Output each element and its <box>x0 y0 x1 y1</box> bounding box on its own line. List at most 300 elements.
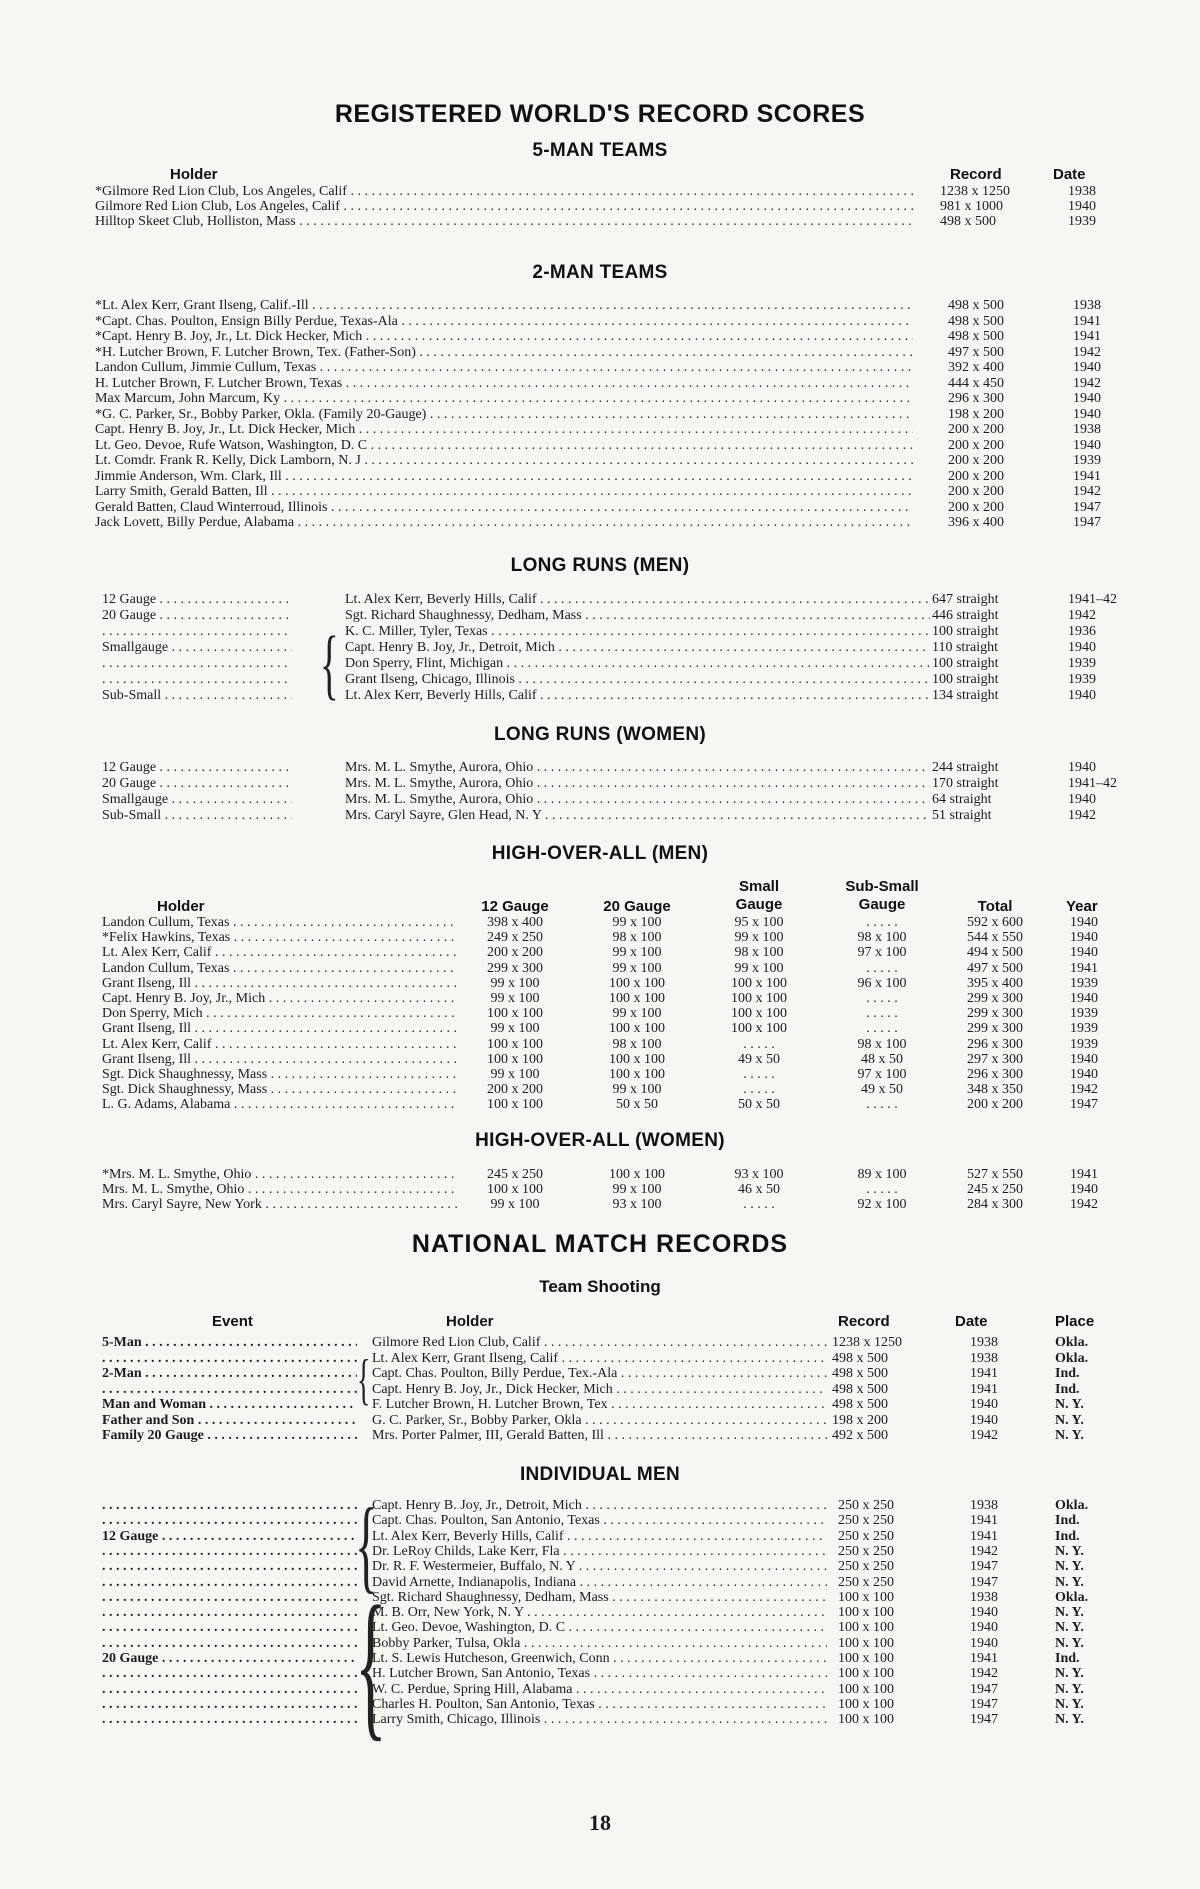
two-man-brace: { <box>357 1349 371 1411</box>
subsmall-cell: . . . . . <box>866 1021 898 1037</box>
table-row <box>0 608 1200 623</box>
gauge20-cell: 99 x 100 <box>612 915 662 930</box>
year-cell: 1940 <box>1068 760 1096 775</box>
record-cell: 200 x 200 <box>948 484 1004 499</box>
holder-cell: Lt. Alex Kerr, Beverly Hills, Calif . . . <box>345 592 930 607</box>
place-cell: Ind. <box>1055 1651 1080 1666</box>
record-cell: 110 straight <box>932 640 998 655</box>
record-cell: 200 x 200 <box>948 468 1004 484</box>
date-cell: 1940 <box>1068 199 1096 214</box>
year-cell: 1940 <box>1068 792 1096 807</box>
place-cell: N. Y. <box>1055 1666 1084 1682</box>
subsmall-cell: . . . . . <box>866 1182 898 1197</box>
year-cell: 1940 <box>1070 1067 1098 1082</box>
gauge20-cell: 99 x 100 <box>612 945 662 961</box>
year-cell: 1940 <box>1070 1182 1098 1197</box>
year-cell: 1939 <box>1068 672 1096 687</box>
event-cell <box>102 1544 357 1559</box>
page-title: REGISTERED WORLD'S RECORD SCORES <box>334 100 866 128</box>
holder-cell: Mrs. Caryl Sayre, New York . . . <box>102 1197 457 1212</box>
holder-cell: Landon Cullum, Jimmie Cullum, Texas . . . <box>95 360 913 375</box>
holder-cell: Grant Ilseng, Ill . . . <box>102 1021 457 1036</box>
event-cell: Man and Woman . . . <box>102 1397 357 1412</box>
year-cell: 1941 <box>1070 960 1098 976</box>
date-cell: 1942 <box>1073 344 1101 360</box>
event-cell <box>102 1620 357 1635</box>
holder-cell: Lt. Geo. Devoe, Washington, D. C . . . <box>372 1620 827 1635</box>
holder-cell: *Capt. Henry B. Joy, Jr., Lt. Dick Hecker, Mich . . . <box>95 329 913 344</box>
subsmall-cell: . . . . . <box>866 1006 898 1022</box>
holder-cell: Gerald Batten, Claud Winterroud, Illinois . . . <box>95 500 913 515</box>
subsmall-cell: . . . . . <box>866 1097 898 1113</box>
subsmall-cell: . . . . . <box>866 915 898 930</box>
date-cell: 1938 <box>1073 422 1101 437</box>
table-row <box>0 1620 1200 1635</box>
date-cell: 1941 <box>1073 313 1101 329</box>
date-cell: 1941 <box>1073 468 1101 484</box>
record-cell: 200 x 200 <box>948 437 1004 453</box>
record-cell: 498 x 500 <box>832 1381 888 1397</box>
small-cell: 100 x 100 <box>731 1021 787 1037</box>
place-cell: N. Y. <box>1055 1635 1084 1651</box>
small-cell: . . . . . <box>743 1036 775 1052</box>
event-cell <box>102 1712 357 1727</box>
date-cell: 1947 <box>970 1559 998 1575</box>
twenty-gauge-brace: { <box>355 1572 387 1755</box>
holder-cell: Capt. Henry B. Joy, Jr., Dick Hecker, Mich . . . <box>372 1382 827 1397</box>
record-cell: 100 x 100 <box>838 1605 894 1621</box>
total-cell: 299 x 300 <box>967 1021 1023 1037</box>
holder-cell: Sgt. Dick Shaughnessy, Mass . . . <box>102 1067 457 1082</box>
hoa-header-year: Year <box>1066 898 1098 915</box>
gauge-cell <box>102 672 292 687</box>
year-cell: 1941 <box>1070 1167 1098 1182</box>
record-cell: 250 x 250 <box>838 1528 894 1544</box>
record-cell: 498 x 500 <box>832 1366 888 1381</box>
year-cell: 1940 <box>1070 945 1098 961</box>
gauge12-cell: 100 x 100 <box>487 1051 543 1067</box>
small-cell: 95 x 100 <box>734 915 784 930</box>
hoa-women-heading: HIGH-OVER-ALL (WOMEN) <box>475 1130 725 1151</box>
date-cell: 1940 <box>1073 360 1101 375</box>
table-row <box>0 484 1200 499</box>
date-cell: 1947 <box>1073 515 1101 530</box>
date-cell: 1938 <box>1073 298 1101 313</box>
table-row <box>0 1559 1200 1574</box>
holder-cell: Lt. Alex Kerr, Grant Ilseng, Calif . . . <box>372 1351 827 1366</box>
date-cell: 1941 <box>970 1528 998 1544</box>
holder-cell: Sgt. Richard Shaughnessy, Dedham, Mass . . . <box>372 1590 827 1605</box>
hoa-header-total: Total <box>977 898 1013 915</box>
date-cell: 1940 <box>1073 391 1101 406</box>
two-man-heading: 2-MAN TEAMS <box>532 262 668 283</box>
smallgauge-brace: { <box>320 620 339 707</box>
holder-cell: *Felix Hawkins, Texas . . . <box>102 930 457 945</box>
table-row <box>0 1182 1200 1197</box>
holder-cell: *Gilmore Red Lion Club, Los Angeles, Calif . . . <box>95 184 913 199</box>
table-row <box>0 1021 1200 1036</box>
total-cell: 395 x 400 <box>967 975 1023 991</box>
year-cell: 1939 <box>1070 1021 1098 1037</box>
table-row <box>0 469 1200 484</box>
holder-cell: Grant Ilseng, Ill . . . <box>102 1052 457 1067</box>
gauge20-cell: 100 x 100 <box>609 1051 665 1067</box>
page-number: 18 <box>589 1810 611 1835</box>
year-cell: 1941–42 <box>1068 776 1117 791</box>
record-cell: 446 straight <box>932 608 999 623</box>
event-cell <box>102 1697 357 1712</box>
record-cell: 200 x 200 <box>948 499 1004 515</box>
holder-cell: Sgt. Richard Shaughnessy, Dedham, Mass . . . <box>345 608 930 623</box>
place-cell: N. Y. <box>1055 1620 1084 1636</box>
gauge-cell: Sub-Small . . . <box>102 688 292 703</box>
record-cell: 497 x 500 <box>948 344 1004 360</box>
record-cell: 250 x 250 <box>838 1513 894 1529</box>
total-cell: 592 x 600 <box>967 915 1023 930</box>
holder-cell: Lt. S. Lewis Hutcheson, Greenwich, Conn . . . <box>372 1651 827 1666</box>
record-cell: 250 x 250 <box>838 1543 894 1559</box>
holder-cell: Dr. LeRoy Childs, Lake Kerr, Fla . . . <box>372 1544 827 1559</box>
place-cell: Okla. <box>1055 1335 1089 1350</box>
gauge12-cell: 245 x 250 <box>487 1167 543 1182</box>
year-cell: 1936 <box>1068 624 1096 639</box>
gauge-cell <box>102 624 292 639</box>
subsmall-cell: 97 x 100 <box>857 1067 907 1082</box>
place-cell: N. Y. <box>1055 1428 1084 1443</box>
table-row <box>0 199 1200 214</box>
date-cell: 1940 <box>1073 437 1101 453</box>
record-cell: 100 x 100 <box>838 1635 894 1651</box>
table-row <box>0 930 1200 945</box>
hoa-header-small: Small <box>738 878 780 895</box>
date-cell: 1941 <box>970 1366 998 1381</box>
holder-cell: Dr. R. F. Westermeier, Buffalo, N. Y . . . <box>372 1559 827 1574</box>
holder-cell: Jack Lovett, Billy Perdue, Alabama . . . <box>95 515 913 530</box>
holder-cell: Don Sperry, Flint, Michigan . . . <box>345 656 930 671</box>
record-cell: 51 straight <box>932 808 992 823</box>
table-row <box>0 360 1200 375</box>
holder-cell: Lt. Alex Kerr, Calif . . . <box>102 945 457 960</box>
record-cell: 498 x 500 <box>948 298 1004 313</box>
small-cell: 50 x 50 <box>738 1097 780 1113</box>
record-cell: 100 x 100 <box>838 1666 894 1682</box>
record-cell: 100 x 100 <box>838 1681 894 1697</box>
date-cell: 1942 <box>970 1543 998 1559</box>
holder-cell: Capt. Henry B. Joy, Jr., Detroit, Mich . . . <box>345 640 930 655</box>
gauge20-cell: 99 x 100 <box>612 1082 662 1098</box>
hoa-header-20: 20 Gauge <box>603 898 671 915</box>
event-cell: Family 20 Gauge . . . <box>102 1428 357 1443</box>
table-row <box>0 453 1200 468</box>
table-row <box>0 438 1200 453</box>
nat-header-holder: Holder <box>446 1313 494 1330</box>
gauge-cell: 20 Gauge . . . <box>102 776 292 791</box>
total-cell: 245 x 250 <box>967 1182 1023 1197</box>
record-cell: 100 x 100 <box>838 1589 894 1605</box>
holder-cell: Don Sperry, Mich . . . <box>102 1006 457 1021</box>
record-cell: 100 straight <box>932 624 999 639</box>
small-cell: . . . . . <box>743 1067 775 1082</box>
table-row <box>0 808 1200 823</box>
year-cell: 1942 <box>1068 608 1096 623</box>
date-cell: 1942 <box>970 1666 998 1682</box>
holder-cell: Gilmore Red Lion Club, Calif . . . <box>372 1335 827 1350</box>
small-cell: 46 x 50 <box>738 1182 780 1197</box>
place-cell: Okla. <box>1055 1589 1089 1605</box>
table-row <box>0 672 1200 687</box>
hoa-header-holder: Holder <box>157 898 205 915</box>
event-cell <box>102 1351 357 1366</box>
holder-cell: Lt. Comdr. Frank R. Kelly, Dick Lamborn, N. J . . . <box>95 453 913 468</box>
table-row <box>0 1351 1200 1366</box>
table-row <box>0 515 1200 530</box>
table-row <box>0 184 1200 199</box>
holder-cell: Charles H. Poulton, San Antonio, Texas . . . <box>372 1697 827 1712</box>
gauge20-cell: 100 x 100 <box>609 991 665 1006</box>
hoa-header-subsmall: Sub-Small <box>845 878 919 895</box>
year-cell: 1940 <box>1070 915 1098 930</box>
holder-cell: Sgt. Dick Shaughnessy, Mass . . . <box>102 1082 457 1097</box>
table-row <box>0 1335 1200 1350</box>
holder-cell: *G. C. Parker, Sr., Bobby Parker, Okla. (Family 20-Gauge) . . . <box>95 407 913 422</box>
gauge12-cell: 299 x 300 <box>487 960 543 976</box>
table-row <box>0 1651 1200 1666</box>
event-cell <box>102 1605 357 1620</box>
year-cell: 1940 <box>1070 991 1098 1006</box>
small-cell: 99 x 100 <box>734 960 784 976</box>
date-cell: 1940 <box>970 1397 998 1412</box>
holder-cell: Grant Ilseng, Chicago, Illinois . . . <box>345 672 930 687</box>
date-cell: 1942 <box>970 1428 998 1443</box>
record-cell: 244 straight <box>932 760 999 775</box>
holder-cell: Capt. Chas. Poulton, Billy Perdue, Tex.-Ala . . . <box>372 1366 827 1381</box>
record-cell: 250 x 250 <box>838 1498 894 1513</box>
event-cell <box>102 1513 357 1528</box>
gauge20-cell: 100 x 100 <box>609 1021 665 1037</box>
small-cell: . . . . . <box>743 1082 775 1098</box>
total-cell: 296 x 300 <box>967 1067 1023 1082</box>
year-cell: 1942 <box>1070 1197 1098 1212</box>
holder-cell: Capt. Henry B. Joy, Jr., Lt. Dick Hecker, Mich . . . <box>95 422 913 437</box>
record-cell: 498 x 500 <box>832 1397 888 1412</box>
holder-cell: Mrs. Caryl Sayre, Glen Head, N. Y . . . <box>345 808 930 823</box>
place-cell: N. Y. <box>1055 1412 1084 1428</box>
five-man-heading: 5-MAN TEAMS <box>532 140 668 161</box>
year-cell: 1940 <box>1070 1051 1098 1067</box>
table-row <box>0 1052 1200 1067</box>
place-cell: Ind. <box>1055 1381 1080 1397</box>
event-cell: Father and Son . . . <box>102 1413 357 1428</box>
holder-cell: M. B. Orr, New York, N. Y . . . <box>372 1605 827 1620</box>
record-cell: 198 x 200 <box>948 406 1004 422</box>
gauge20-cell: 99 x 100 <box>612 960 662 976</box>
table-row <box>0 1167 1200 1182</box>
table-row <box>0 1382 1200 1397</box>
event-cell <box>102 1636 357 1651</box>
record-cell: 498 x 500 <box>948 329 1004 344</box>
hoa-header-small-gauge: Gauge <box>735 896 783 913</box>
gauge-cell <box>102 656 292 671</box>
gauge20-cell: 100 x 100 <box>609 1167 665 1182</box>
place-cell: N. Y. <box>1055 1397 1084 1412</box>
gauge-cell: Smallgauge . . . <box>102 792 292 807</box>
place-cell: N. Y. <box>1055 1543 1084 1559</box>
table-row <box>0 1575 1200 1590</box>
holder-cell: *Capt. Chas. Poulton, Ensign Billy Perdue, Texas-Ala . . . <box>95 314 913 329</box>
record-cell: 498 x 500 <box>940 214 996 229</box>
table-row <box>0 314 1200 329</box>
place-cell: N. Y. <box>1055 1559 1084 1575</box>
holder-cell: H. Lutcher Brown, F. Lutcher Brown, Texas . . . <box>95 376 913 391</box>
holder-cell: Mrs. Porter Palmer, III, Gerald Batten, Ill . . . <box>372 1428 827 1443</box>
gauge12-cell: 249 x 250 <box>487 930 543 946</box>
place-cell: N. Y. <box>1055 1712 1084 1728</box>
holder-cell: *Lt. Alex Kerr, Grant Ilseng, Calif.-Ill . . . <box>95 298 913 313</box>
table-row <box>0 1636 1200 1651</box>
subsmall-cell: 49 x 50 <box>861 1082 903 1098</box>
holder-cell: Grant Ilseng, Ill . . . <box>102 976 457 991</box>
table-row <box>0 1682 1200 1697</box>
year-cell: 1942 <box>1070 1082 1098 1098</box>
date-cell: 1941 <box>970 1381 998 1397</box>
small-cell: 100 x 100 <box>731 1006 787 1022</box>
holder-cell: G. C. Parker, Sr., Bobby Parker, Okla . . . <box>372 1413 827 1428</box>
date-cell: 1947 <box>970 1696 998 1712</box>
gauge12-cell: 100 x 100 <box>487 1036 543 1052</box>
total-cell: 299 x 300 <box>967 991 1023 1006</box>
date-cell: 1938 <box>970 1350 998 1366</box>
national-heading: NATIONAL MATCH RECORDS <box>411 1230 789 1258</box>
record-cell: 100 x 100 <box>838 1712 894 1728</box>
record-cell: 198 x 200 <box>832 1412 888 1428</box>
place-cell: N. Y. <box>1055 1696 1084 1712</box>
nat-header-record: Record <box>838 1313 890 1330</box>
five-man-header-record: Record <box>950 166 1002 183</box>
place-cell: Ind. <box>1055 1528 1080 1544</box>
gauge-cell: 20 Gauge . . . <box>102 608 292 623</box>
holder-cell: Mrs. M. L. Smythe, Aurora, Ohio . . . <box>345 760 930 775</box>
event-cell: 2-Man . . . <box>102 1366 357 1381</box>
record-cell: 647 straight <box>932 592 999 607</box>
gauge12-cell: 100 x 100 <box>487 1182 543 1197</box>
five-man-header-date: Date <box>1053 166 1086 183</box>
table-row <box>0 1006 1200 1021</box>
team-shooting-heading: Team Shooting <box>539 1277 661 1296</box>
holder-cell: L. G. Adams, Alabama . . . <box>102 1097 457 1112</box>
small-cell: 100 x 100 <box>731 975 787 991</box>
table-row <box>0 376 1200 391</box>
subsmall-cell: 96 x 100 <box>857 975 907 991</box>
nat-header-event: Event <box>212 1313 253 1330</box>
table-row <box>0 1067 1200 1082</box>
year-cell: 1940 <box>1070 930 1098 946</box>
long-runs-women-heading: LONG RUNS (WOMEN) <box>494 724 706 745</box>
holder-cell: H. Lutcher Brown, San Antonio, Texas . . . <box>372 1666 827 1681</box>
holder-cell: Capt. Chas. Poulton, San Antonio, Texas . . . <box>372 1513 827 1528</box>
record-cell: 200 x 200 <box>948 422 1004 437</box>
total-cell: 348 x 350 <box>967 1082 1023 1098</box>
event-cell <box>102 1382 357 1397</box>
small-cell: 49 x 50 <box>738 1051 780 1067</box>
record-cell: 100 x 100 <box>838 1620 894 1636</box>
event-cell: 12 Gauge . . . <box>102 1529 357 1544</box>
record-cell: 170 straight <box>932 776 999 791</box>
date-cell: 1938 <box>970 1589 998 1605</box>
holder-cell: Mrs. M. L. Smythe, Aurora, Ohio . . . <box>345 792 930 807</box>
table-row <box>0 1590 1200 1605</box>
record-cell: 100 straight <box>932 656 999 671</box>
date-cell: 1947 <box>970 1712 998 1728</box>
gauge12-cell: 100 x 100 <box>487 1006 543 1022</box>
table-row <box>0 792 1200 807</box>
record-cell: 100 x 100 <box>838 1651 894 1666</box>
subsmall-cell: . . . . . <box>866 991 898 1006</box>
table-row <box>0 656 1200 671</box>
gauge12-cell: 200 x 200 <box>487 945 543 961</box>
gauge20-cell: 50 x 50 <box>616 1097 658 1113</box>
gauge-cell: Sub-Small . . . <box>102 808 292 823</box>
table-row <box>0 1697 1200 1712</box>
record-cell: 498 x 500 <box>832 1350 888 1366</box>
holder-cell: Lt. Geo. Devoe, Rufe Watson, Washington, D. C . . . <box>95 438 913 453</box>
year-cell: 1940 <box>1068 688 1096 703</box>
subsmall-cell: 92 x 100 <box>857 1197 907 1212</box>
table-row <box>0 1413 1200 1428</box>
record-cell: 100 straight <box>932 672 999 687</box>
gauge12-cell: 99 x 100 <box>490 975 540 991</box>
small-cell: 100 x 100 <box>731 991 787 1006</box>
table-row <box>0 1712 1200 1727</box>
table-row <box>0 214 1200 229</box>
table-row <box>0 1197 1200 1212</box>
holder-cell: Bobby Parker, Tulsa, Okla . . . <box>372 1636 827 1651</box>
year-cell: 1942 <box>1068 808 1096 823</box>
table-row <box>0 945 1200 960</box>
gauge-cell: 12 Gauge . . . <box>102 760 292 775</box>
twelve-gauge-brace: { <box>355 1486 378 1603</box>
event-cell <box>102 1498 357 1513</box>
hoa-header-12: 12 Gauge <box>481 898 549 915</box>
table-row <box>0 1366 1200 1381</box>
date-cell: 1940 <box>970 1605 998 1621</box>
table-row <box>0 1082 1200 1097</box>
gauge12-cell: 99 x 100 <box>490 1021 540 1037</box>
hoa-men-heading: HIGH-OVER-ALL (MEN) <box>491 843 709 864</box>
event-cell <box>102 1575 357 1590</box>
record-cell: 64 straight <box>932 792 992 807</box>
table-row <box>0 329 1200 344</box>
holder-cell: *Mrs. M. L. Smythe, Ohio . . . <box>102 1167 457 1182</box>
date-cell: 1942 <box>1073 375 1101 391</box>
gauge20-cell: 98 x 100 <box>612 930 662 946</box>
holder-cell: Landon Cullum, Texas . . . <box>102 961 457 976</box>
place-cell: N. Y. <box>1055 1574 1084 1590</box>
event-cell: 5-Man . . . <box>102 1335 357 1350</box>
date-cell: 1938 <box>1068 184 1096 199</box>
gauge20-cell: 99 x 100 <box>612 1182 662 1197</box>
record-cell: 392 x 400 <box>948 360 1004 375</box>
gauge20-cell: 99 x 100 <box>612 1006 662 1022</box>
table-row <box>0 688 1200 703</box>
year-cell: 1939 <box>1068 656 1096 671</box>
holder-cell: Mrs. M. L. Smythe, Ohio . . . <box>102 1182 457 1197</box>
holder-cell: K. C. Miller, Tyler, Texas . . . <box>345 624 930 639</box>
table-row <box>0 1544 1200 1559</box>
year-cell: 1941–42 <box>1068 592 1117 607</box>
holder-cell: W. C. Perdue, Spring Hill, Alabama . . . <box>372 1682 827 1697</box>
long-runs-men-heading: LONG RUNS (MEN) <box>510 555 690 576</box>
total-cell: 527 x 550 <box>967 1167 1023 1182</box>
